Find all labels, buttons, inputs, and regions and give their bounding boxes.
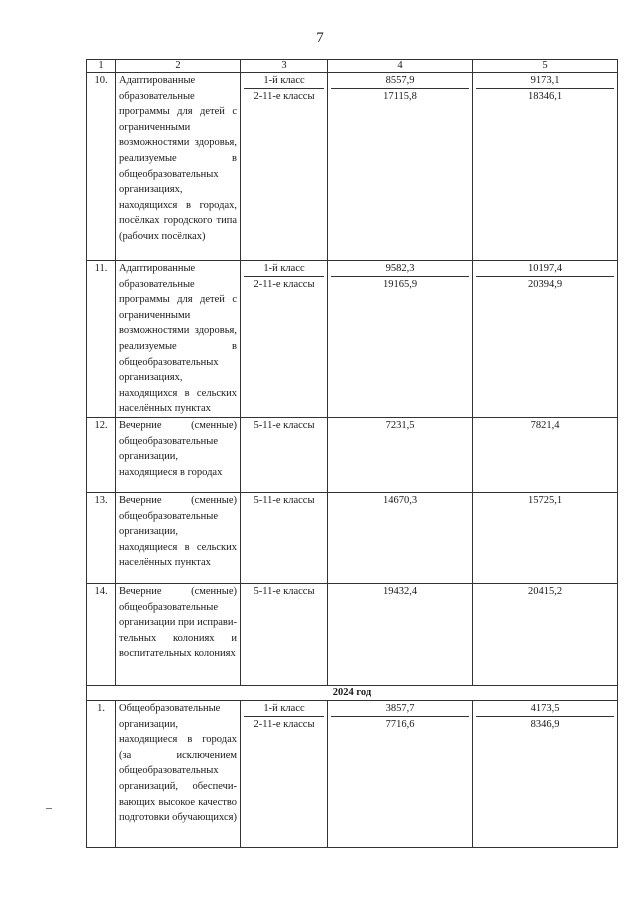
value: 19432,4 <box>328 584 473 686</box>
value: 9582,3 <box>331 261 469 277</box>
value: 10197,4 <box>476 261 614 277</box>
table-header-row <box>87 60 618 73</box>
value: 9173,1 <box>476 73 614 89</box>
page-number: 7 <box>316 30 324 46</box>
class-label: 1-й класс <box>244 261 324 277</box>
table-row <box>87 418 618 493</box>
tariff-table <box>86 59 618 848</box>
value: 15725,1 <box>473 493 618 584</box>
column-header: 3 <box>241 60 328 73</box>
row-number: 14. <box>87 584 116 686</box>
class-label: 5-11-е классы <box>241 584 328 686</box>
row-description: Адаптированные образовательные программы для детей с ограниченными возможностями здоровья, реализуемые в общеобразовательных организациях, находящихся в сельских населённых пунктах <box>116 261 241 418</box>
value: 8557,9 <box>331 73 469 89</box>
class-label: 2-11-е классы <box>253 91 315 102</box>
row-number: 10. <box>87 73 116 261</box>
column-header: 4 <box>328 60 473 73</box>
value: 3857,7 <box>331 701 469 717</box>
class-label: 2-11-е классы <box>253 279 315 290</box>
column-header: 5 <box>473 60 618 73</box>
value: 17115,8 <box>383 91 417 102</box>
value-cell <box>473 261 618 418</box>
row-description: Вечерние (сменные) общеобразовательные организации при исправительных колониях и воспитательных колониях <box>116 584 241 686</box>
table-row <box>87 73 618 261</box>
row-number: 11. <box>87 261 116 418</box>
row-description: Вечерние (сменные) общеобразовательные организации, находящиеся в сельских населённых пунктах <box>116 493 241 584</box>
column-header: 1 <box>87 60 116 73</box>
value: 7716,6 <box>385 719 415 730</box>
row-description: Вечерние (сменные) общеобразовательные организации, находящиеся в городах <box>116 418 241 493</box>
value: 4173,5 <box>476 701 614 717</box>
value-cell <box>473 701 618 848</box>
value-cell <box>473 73 618 261</box>
margin-mark <box>46 808 52 809</box>
column-header: 2 <box>116 60 241 73</box>
table-row <box>87 701 618 848</box>
value: 14670,3 <box>328 493 473 584</box>
value-cell <box>328 261 473 418</box>
table-row <box>87 584 618 686</box>
year-label: 2024 год <box>87 686 618 701</box>
value-cell <box>328 73 473 261</box>
class-cell <box>241 701 328 848</box>
class-label: 5-11-е классы <box>241 493 328 584</box>
value: 8346,9 <box>530 719 560 730</box>
class-cell <box>241 73 328 261</box>
value: 18346,1 <box>527 91 563 102</box>
row-description: Адаптированные образовательные программы для детей с ограниченными возможностями здоровья, реализуемые в общеобразовательных организациях, находящихся в городах, посёлках городского типа (рабочих посёлках) <box>116 73 241 261</box>
row-description: Общеобразовательные организации, находящиеся в городах (за исключением общеобразовательных организаций, обеспечивающих высокое качество подготовки обучающихся) <box>116 701 241 848</box>
value: 19165,9 <box>382 279 418 290</box>
class-label: 1-й класс <box>244 73 324 89</box>
class-cell <box>241 261 328 418</box>
value: 20394,9 <box>527 279 563 290</box>
table-row <box>87 261 618 418</box>
year-row <box>87 686 618 701</box>
class-label: 1-й класс <box>244 701 324 717</box>
row-number: 1. <box>87 701 116 848</box>
value: 7231,5 <box>328 418 473 493</box>
value-cell <box>328 701 473 848</box>
table-row <box>87 493 618 584</box>
class-label: 5-11-е классы <box>241 418 328 493</box>
value: 7821,4 <box>473 418 618 493</box>
value: 20415,2 <box>473 584 618 686</box>
class-label: 2-11-е классы <box>253 719 315 730</box>
row-number: 12. <box>87 418 116 493</box>
row-number: 13. <box>87 493 116 584</box>
